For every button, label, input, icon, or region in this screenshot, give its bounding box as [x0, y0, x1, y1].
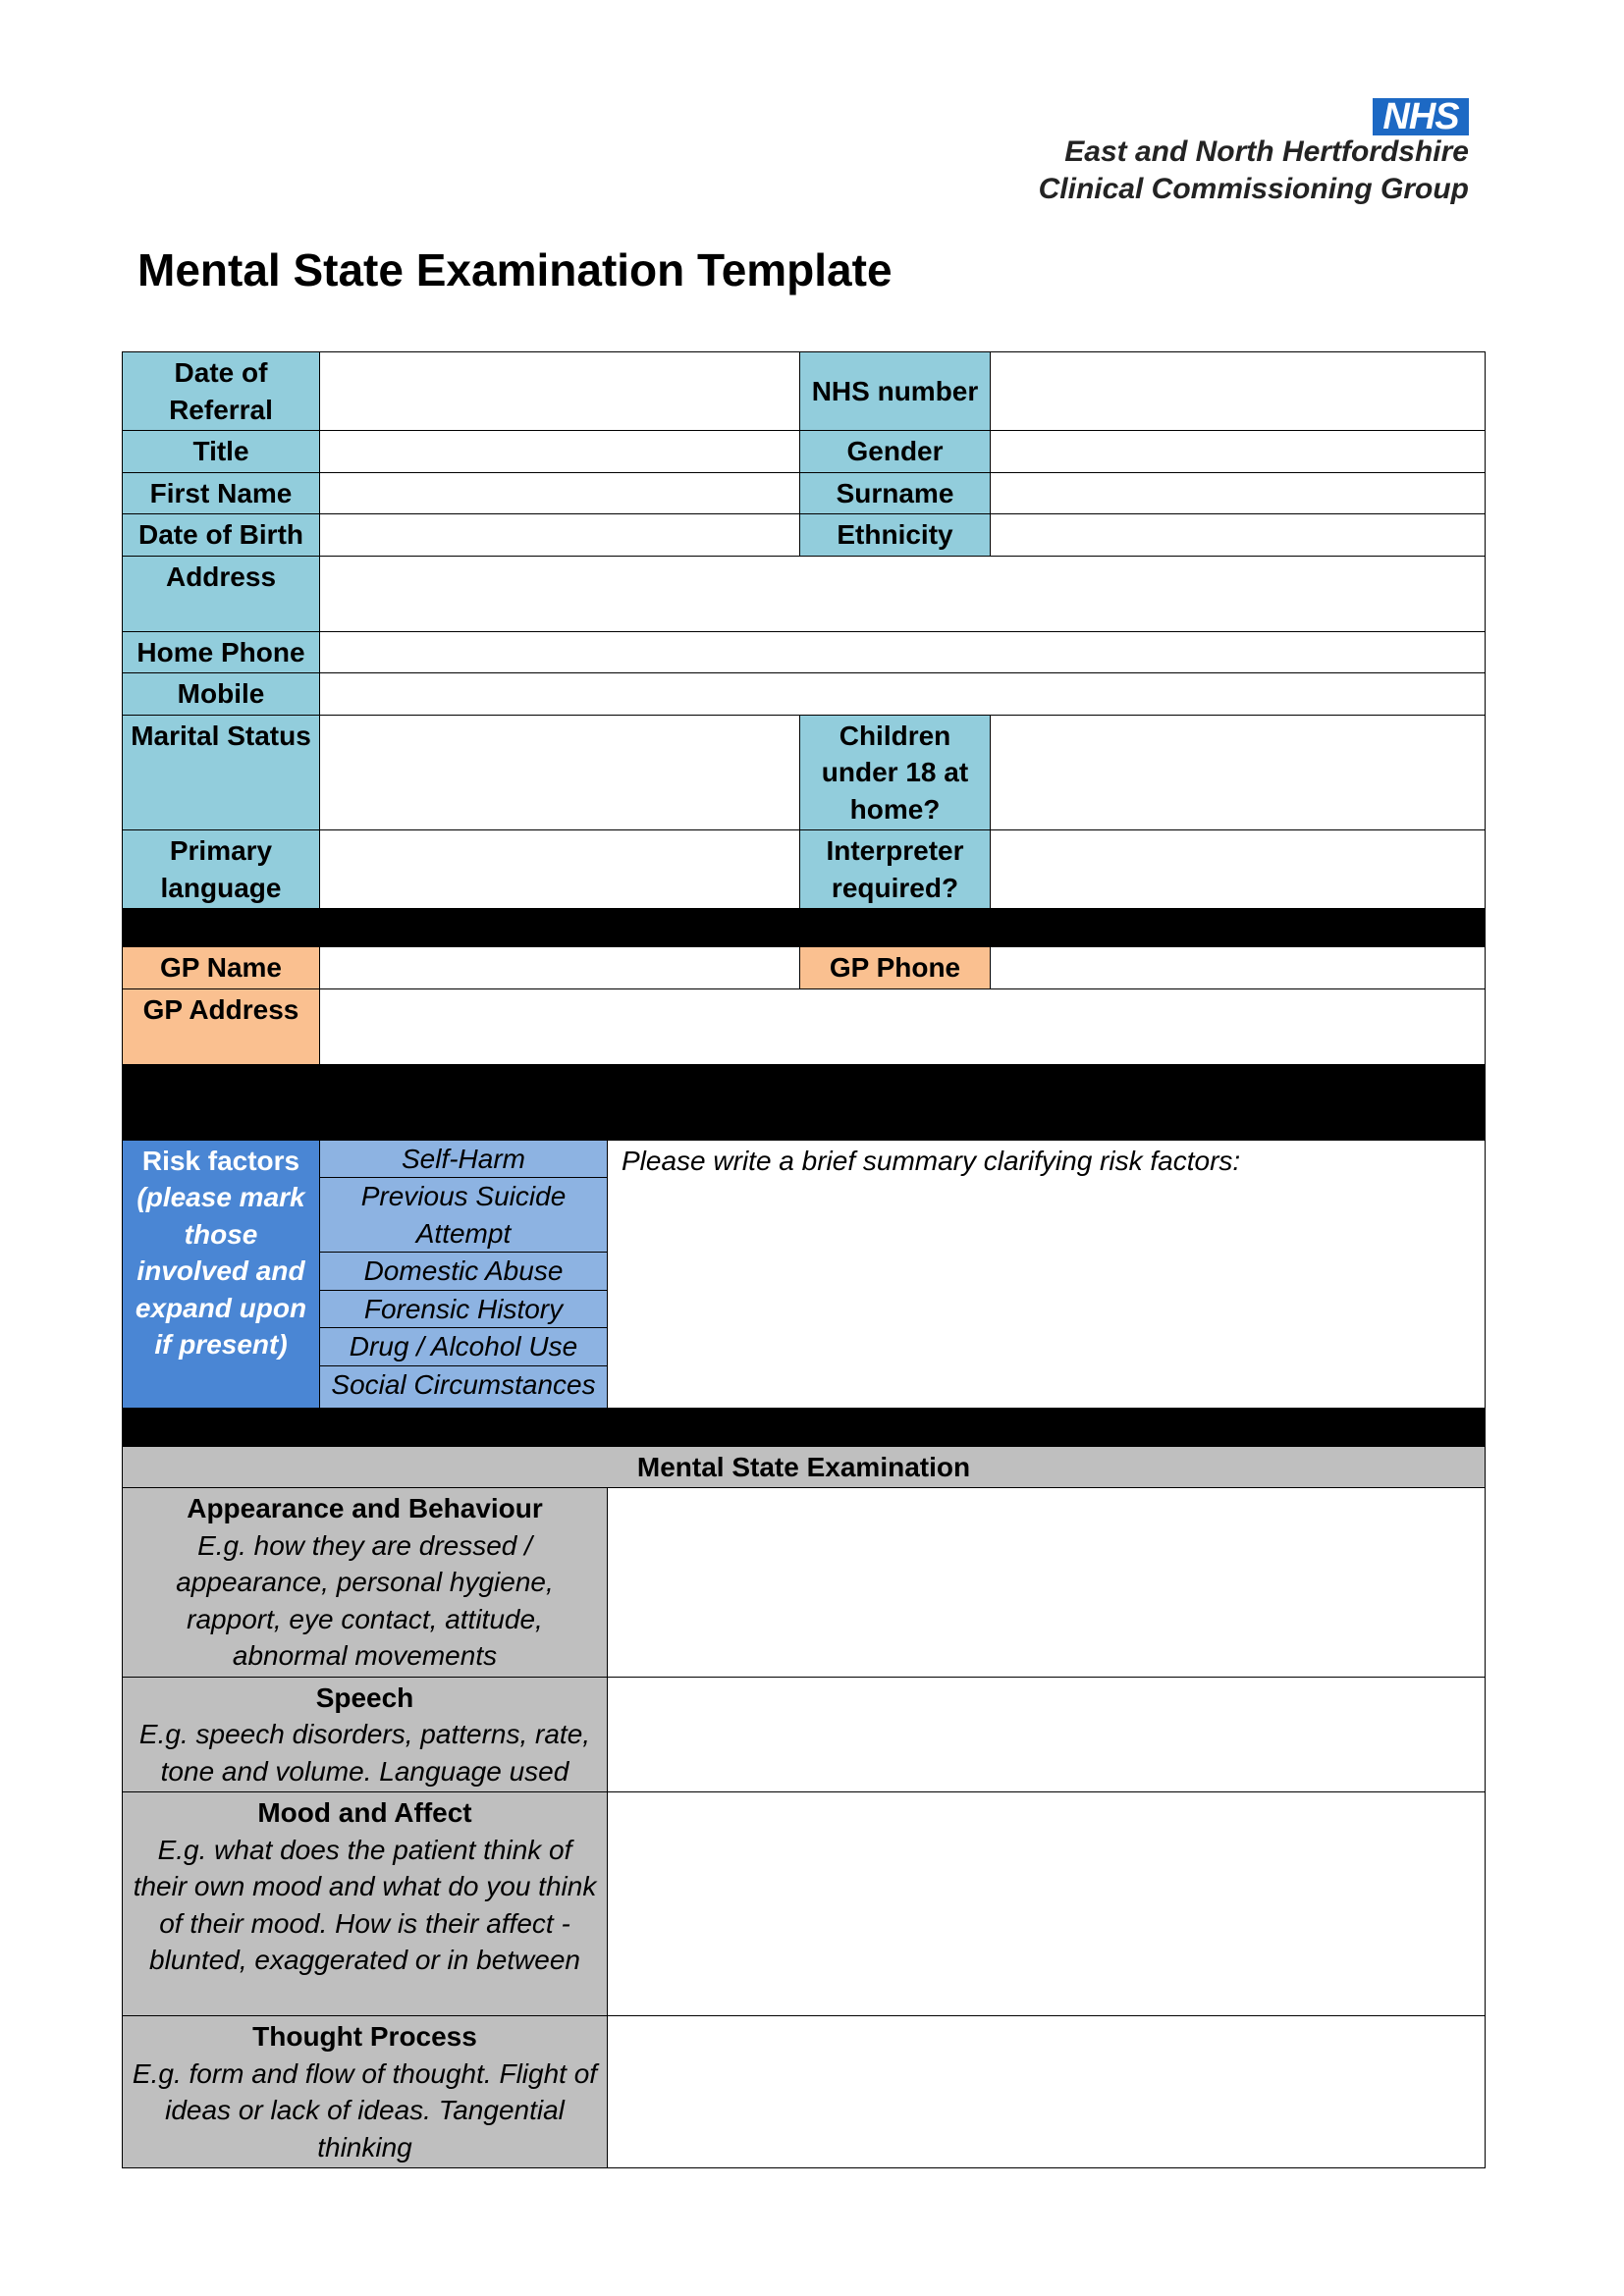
mse-field-thought[interactable] — [608, 2016, 1486, 2168]
marital-status-field[interactable] — [320, 715, 800, 830]
section-divider — [123, 1408, 1486, 1446]
risk-item-drug-alcohol-use[interactable]: Drug / Alcohol Use — [320, 1328, 607, 1366]
nhs-number-field[interactable] — [991, 352, 1486, 431]
nhs-badge: NHS — [1373, 98, 1469, 135]
date-of-referral-label: Date of Referral — [123, 352, 320, 431]
mse-label-mood — [123, 1792, 608, 2016]
primary-language-label: Primary language — [123, 830, 320, 909]
title-field[interactable] — [320, 431, 800, 473]
nhs-number-label: NHS number — [800, 352, 991, 431]
mse-desc-mood: E.g. what does the patient think of their own mood and what do you think of their mood. How is their affect - blunted, exaggerated or in between — [133, 1834, 597, 1975]
gp-name-label: GP Name — [123, 947, 320, 989]
risk-factors-label — [123, 1140, 320, 1408]
address-label: Address — [123, 556, 320, 631]
first-name-field[interactable] — [320, 472, 800, 514]
date-of-referral-field[interactable] — [320, 352, 800, 431]
first-name-label: First Name — [123, 472, 320, 514]
nhs-logo — [1017, 94, 1469, 212]
marital-status-label: Marital Status — [123, 715, 320, 830]
surname-field[interactable] — [991, 472, 1486, 514]
gp-address-field[interactable] — [320, 988, 1486, 1064]
date-of-birth-label: Date of Birth — [123, 514, 320, 557]
risk-summary-prompt: Please write a brief summary clarifying risk factors: — [622, 1145, 1241, 1176]
risk-item-forensic-history[interactable]: Forensic History — [320, 1291, 607, 1329]
mse-title-mood: Mood and Affect — [257, 1797, 472, 1828]
risk-factors-note: (please mark those involved and expand upon if present) — [135, 1182, 307, 1360]
mse-desc-speech: E.g. speech disorders, patterns, rate, tone and volume. Language used — [138, 1719, 591, 1787]
org-name-line2: Clinical Commissioning Group — [1038, 173, 1469, 205]
gp-name-field[interactable] — [320, 947, 800, 989]
children-label: Children under 18 at home? — [800, 715, 991, 830]
risk-factor-list — [320, 1140, 608, 1408]
title-label: Title — [123, 431, 320, 473]
home-phone-field[interactable] — [320, 631, 1486, 673]
gender-field[interactable] — [991, 431, 1486, 473]
primary-language-field[interactable] — [320, 830, 800, 909]
org-name-line1: East and North Hertfordshire — [1064, 135, 1469, 168]
mse-field-appearance[interactable] — [608, 1488, 1486, 1678]
mse-desc-thought: E.g. form and flow of thought. Flight of ideas or lack of ideas. Tangential thinking — [132, 2057, 598, 2163]
mse-title-thought: Thought Process — [252, 2021, 477, 2052]
interpreter-field[interactable] — [991, 830, 1486, 909]
surname-label: Surname — [800, 472, 991, 514]
risk-item-social-circumstances[interactable]: Social Circumstances — [331, 1368, 596, 1400]
gender-label: Gender — [800, 431, 991, 473]
mse-label-speech — [123, 1677, 608, 1792]
mse-heading: Mental State Examination — [123, 1446, 1486, 1488]
risk-item-self-harm[interactable]: Self-Harm — [320, 1141, 607, 1179]
risk-summary-field[interactable] — [608, 1140, 1486, 1408]
section-divider — [123, 909, 1486, 947]
gp-phone-field[interactable] — [991, 947, 1486, 989]
children-field[interactable] — [991, 715, 1486, 830]
mse-label-thought — [123, 2016, 608, 2168]
ethnicity-field[interactable] — [991, 514, 1486, 557]
mse-label-appearance — [123, 1488, 608, 1678]
risk-item-domestic-abuse[interactable]: Domestic Abuse — [320, 1253, 607, 1291]
gp-address-label: GP Address — [123, 988, 320, 1064]
page-title: Mental State Examination Template — [137, 244, 893, 295]
mse-field-mood[interactable] — [608, 1792, 1486, 2016]
mobile-field[interactable] — [320, 673, 1486, 716]
section-divider — [123, 1064, 1486, 1140]
risk-item-previous-suicide-attempt[interactable]: Previous Suicide Attempt — [320, 1178, 607, 1253]
mse-title-speech: Speech — [315, 1682, 414, 1713]
mse-title-appearance: Appearance and Behaviour — [187, 1493, 543, 1523]
gp-phone-label: GP Phone — [800, 947, 991, 989]
interpreter-label: Interpreter required? — [800, 830, 991, 909]
address-field[interactable] — [320, 556, 1486, 631]
risk-factors-title: Risk factors — [141, 1145, 300, 1176]
mse-desc-appearance: E.g. how they are dressed / appearance, personal hygiene, rapport, eye contact, attitude, abnormal movements — [176, 1529, 554, 1671]
mse-field-speech[interactable] — [608, 1677, 1486, 1792]
mobile-label: Mobile — [123, 673, 320, 716]
ethnicity-label: Ethnicity — [800, 514, 991, 557]
home-phone-label: Home Phone — [123, 631, 320, 673]
date-of-birth-field[interactable] — [320, 514, 800, 557]
referral-form — [122, 351, 1486, 2168]
